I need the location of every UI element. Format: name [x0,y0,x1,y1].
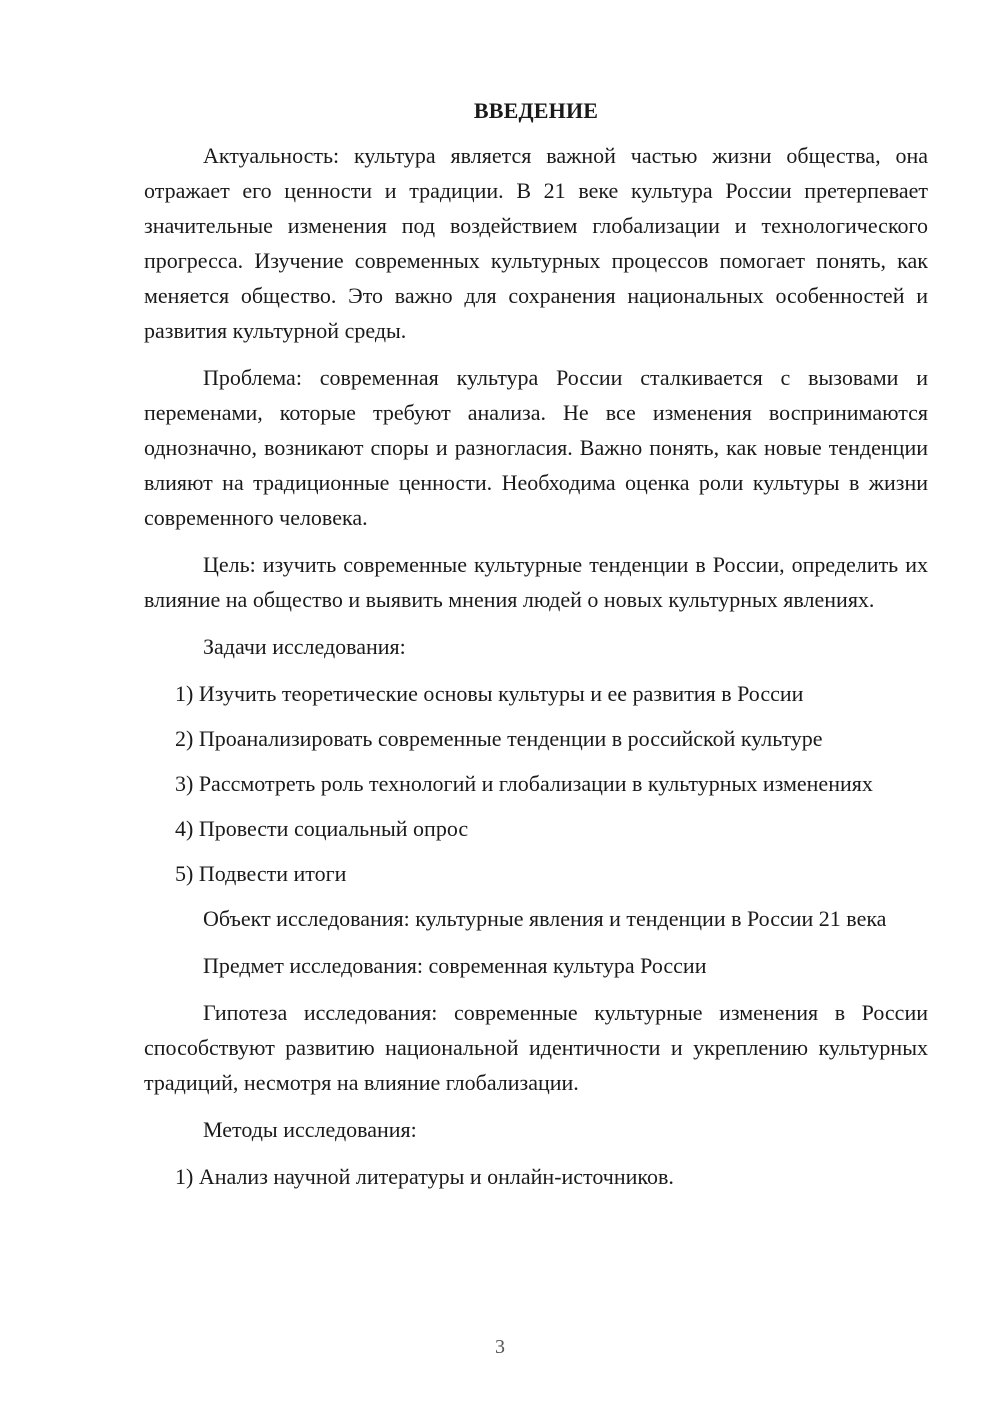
task-item-2: 2) Проанализировать современные тенденции в российской культуре [175,726,823,751]
task-item-4: 4) Провести социальный опрос [175,816,469,841]
subject-paragraph: Предмет исследования: современная культура России [203,953,707,978]
goal-paragraph: Цель: изучить современные культурные тенденции в России, определить их влияние на общество и выявить мнения людей о новых культурных явлениях. [144,552,928,612]
hypothesis-paragraph: Гипотеза исследования: современные культурные изменения в России способствуют развитию национальной идентичности и укреплению культурных традиций, несмотря на влияние глобализации. [144,1000,928,1095]
method-item-1: 1) Анализ научной литературы и онлайн-источников. [175,1164,674,1189]
relevance-paragraph: Актуальность: культура является важной частью жизни общества, она отражает его ценности и традиции. В 21 веке культура России претерпевает значительные изменения под воздействием глобализации и технологического прогресса. Изучение современных культурных процессов помогает понять, как меняется общество. Это важно для сохранения национальных особенностей и развития культурной среды. [144,143,928,343]
tasks-title: Задачи исследования: [203,634,406,659]
task-item-3: 3) Рассмотреть роль технологий и глобализации в культурных изменениях [175,771,873,796]
methods-title: Методы исследования: [203,1117,417,1142]
page-content [144,96,928,1204]
task-item-5: 5) Подвести итоги [175,861,347,886]
problem-paragraph: Проблема: современная культура России сталкивается с вызовами и переменами, которые требуют анализа. Не все изменения воспринимаются однозначно, возникают споры и разногласия. Важно понять, как новые тенденции влияют на традиционные ценности. Необходима оценка роли культуры в жизни современного человека. [144,365,928,530]
section-heading: ВВЕДЕНИЕ [473,98,599,123]
task-item-1: 1) Изучить теоретические основы культуры и ее развития в России [175,681,804,706]
object-paragraph: Объект исследования: культурные явления и тенденции в России 21 века [203,906,887,931]
page-number: 3 [495,1336,505,1358]
